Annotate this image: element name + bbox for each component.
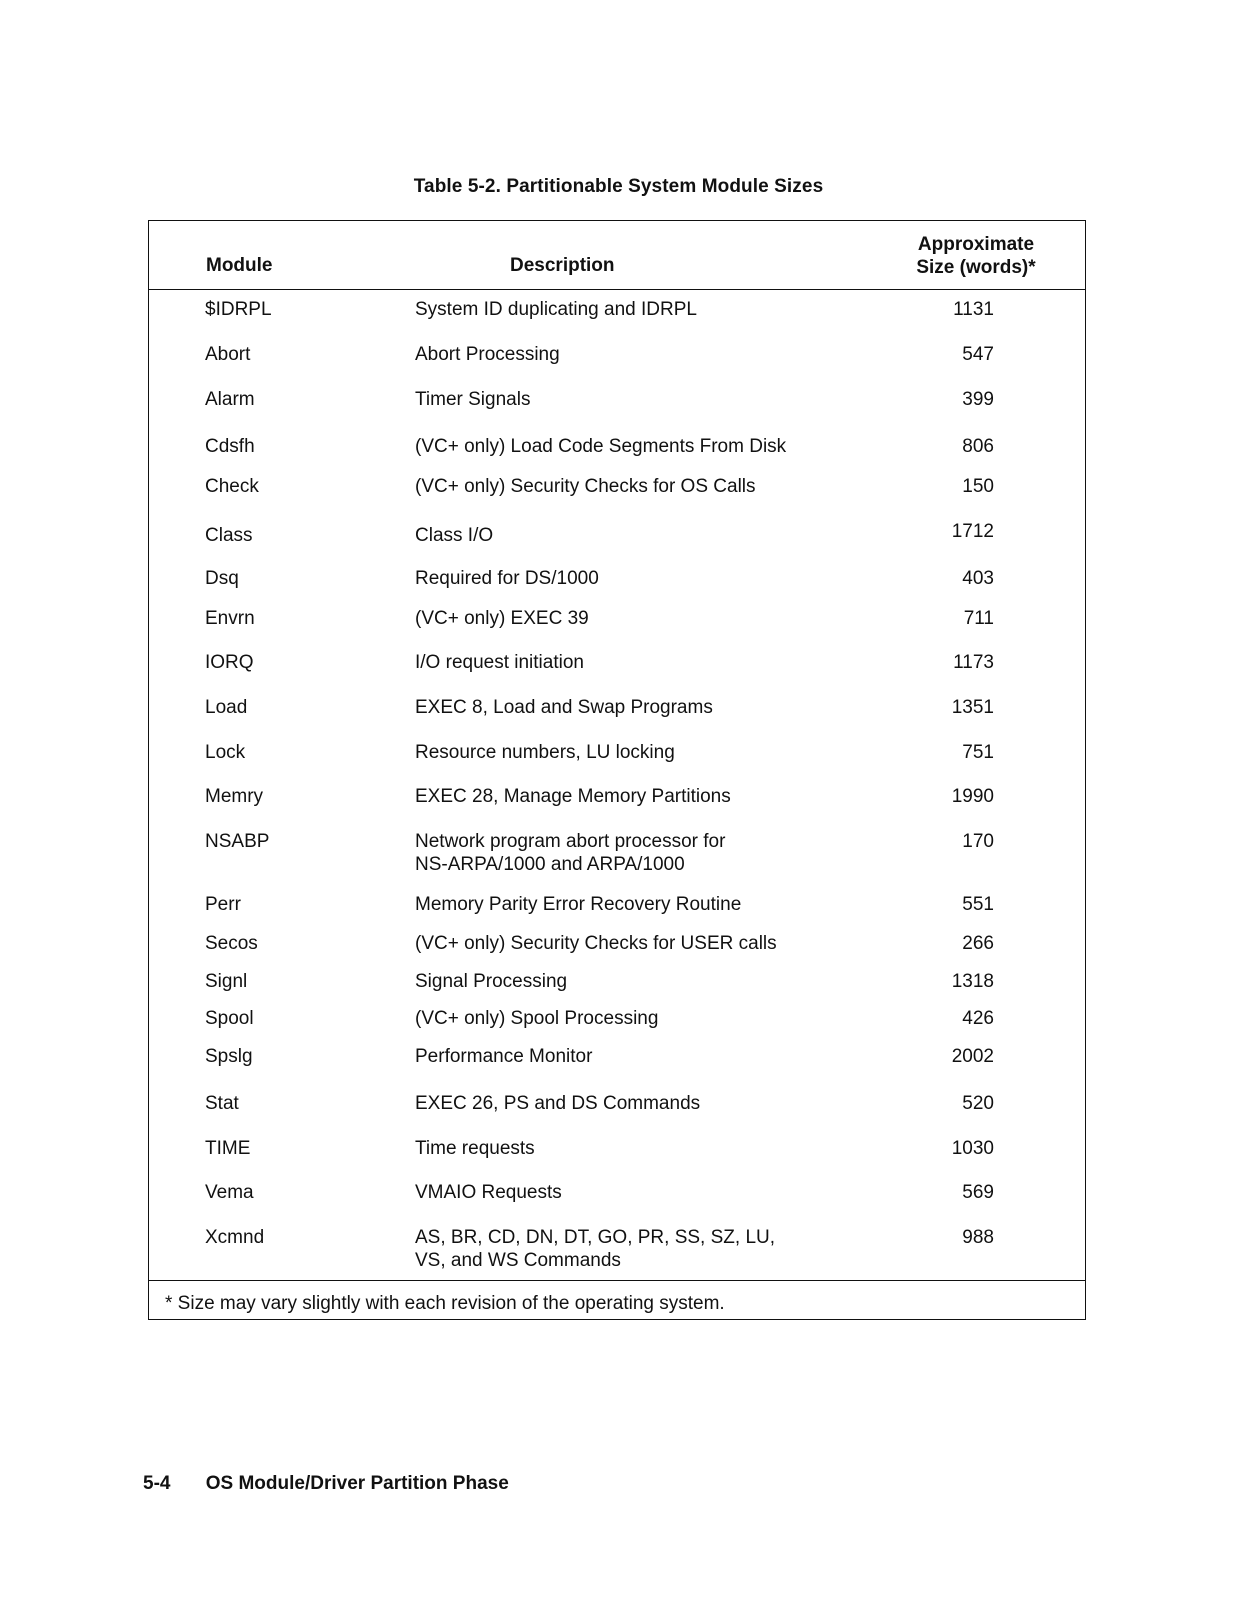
description-cell: Time requests xyxy=(415,1138,535,1159)
size-cell: 547 xyxy=(962,344,994,365)
size-cell: 399 xyxy=(962,389,994,410)
size-cell: 806 xyxy=(962,436,994,457)
module-cell: Cdsfh xyxy=(205,436,255,457)
description-line: NS-ARPA/1000 and ARPA/1000 xyxy=(415,854,685,875)
table-footnote: * Size may vary slightly with each revision of the operating system. xyxy=(165,1293,725,1314)
description-cell: Required for DS/1000 xyxy=(415,568,599,589)
description-cell: Timer Signals xyxy=(415,389,531,410)
table-caption: Table 5-2. Partitionable System Module Sizes xyxy=(413,176,824,197)
description-cell: Abort Processing xyxy=(415,344,560,365)
description-line: Network program abort processor for xyxy=(415,831,726,852)
module-cell: Lock xyxy=(205,742,246,763)
size-cell: 266 xyxy=(962,933,994,954)
description-cell: EXEC 8, Load and Swap Programs xyxy=(415,697,713,718)
description-line: VS, and WS Commands xyxy=(415,1250,621,1271)
page-footer xyxy=(143,1473,509,1495)
module-cell: Alarm xyxy=(205,389,255,410)
header-size-line2: Size (words)* xyxy=(916,257,1036,278)
module-cell: NSABP xyxy=(205,831,270,852)
size-cell: 551 xyxy=(962,894,994,915)
module-cell: Signl xyxy=(205,971,248,992)
size-cell: 520 xyxy=(962,1093,994,1114)
module-cell: Vema xyxy=(205,1182,254,1203)
module-cell: Check xyxy=(205,476,259,497)
page-number: 5-4 xyxy=(143,1473,171,1494)
footnote-divider xyxy=(149,1280,1085,1281)
module-cell: Spool xyxy=(205,1008,254,1029)
module-cell: $IDRPL xyxy=(205,299,272,320)
description-cell: VMAIO Requests xyxy=(415,1182,562,1203)
description-cell: EXEC 28, Manage Memory Partitions xyxy=(415,786,731,807)
module-cell: Perr xyxy=(205,894,241,915)
header-size-line1: Approximate xyxy=(917,234,1035,255)
module-cell: Xcmnd xyxy=(205,1227,265,1248)
section-title: OS Module/Driver Partition Phase xyxy=(205,1473,509,1494)
module-cell: Spslg xyxy=(205,1046,253,1067)
size-cell: 569 xyxy=(962,1182,994,1203)
description-cell: (VC+ only) Security Checks for OS Calls xyxy=(415,476,756,497)
size-cell: 1712 xyxy=(951,521,994,542)
header-module: Module xyxy=(206,255,273,276)
header-description: Description xyxy=(510,255,615,276)
size-cell: 1351 xyxy=(951,697,994,718)
size-cell: 150 xyxy=(962,476,994,497)
description-cell: Class I/O xyxy=(415,525,494,546)
description-cell: Resource numbers, LU locking xyxy=(415,742,675,763)
description-cell: I/O request initiation xyxy=(415,652,584,673)
description-cell: Memory Parity Error Recovery Routine xyxy=(415,894,742,915)
size-cell: 2002 xyxy=(951,1046,994,1067)
description-cell xyxy=(415,830,845,876)
header-size xyxy=(889,233,1063,279)
module-cell: TIME xyxy=(205,1138,251,1159)
description-cell: (VC+ only) Spool Processing xyxy=(415,1008,659,1029)
description-cell: Performance Monitor xyxy=(415,1046,593,1067)
size-cell: 988 xyxy=(962,1227,994,1248)
size-cell: 403 xyxy=(962,568,994,589)
description-cell: (VC+ only) Load Code Segments From Disk xyxy=(415,436,787,457)
module-cell: IORQ xyxy=(205,652,254,673)
module-cell: Secos xyxy=(205,933,258,954)
size-cell: 1173 xyxy=(953,652,994,673)
description-cell: EXEC 26, PS and DS Commands xyxy=(415,1093,701,1114)
description-cell: (VC+ only) EXEC 39 xyxy=(415,608,589,629)
description-cell: Signal Processing xyxy=(415,971,568,992)
size-cell: 751 xyxy=(962,742,994,763)
description-cell: System ID duplicating and IDRPL xyxy=(415,299,697,320)
size-cell: 1131 xyxy=(953,299,994,320)
size-cell: 1318 xyxy=(951,971,994,992)
size-cell: 1030 xyxy=(951,1138,994,1159)
module-sizes-table xyxy=(148,220,1086,1320)
description-cell xyxy=(415,1226,845,1272)
module-cell: Class xyxy=(205,525,253,546)
module-cell: Abort xyxy=(205,344,251,365)
size-cell: 1990 xyxy=(951,786,994,807)
module-cell: Stat xyxy=(205,1093,239,1114)
module-cell: Memry xyxy=(205,786,264,807)
module-cell: Load xyxy=(205,697,248,718)
size-cell: 170 xyxy=(962,831,994,852)
description-line: AS, BR, CD, DN, DT, GO, PR, SS, SZ, LU, xyxy=(415,1227,776,1248)
module-cell: Envrn xyxy=(205,608,255,629)
module-cell: Dsq xyxy=(205,568,239,589)
header-divider xyxy=(149,289,1085,290)
description-cell: (VC+ only) Security Checks for USER calls xyxy=(415,933,777,954)
size-cell: 426 xyxy=(962,1008,994,1029)
size-cell: 711 xyxy=(963,608,994,629)
